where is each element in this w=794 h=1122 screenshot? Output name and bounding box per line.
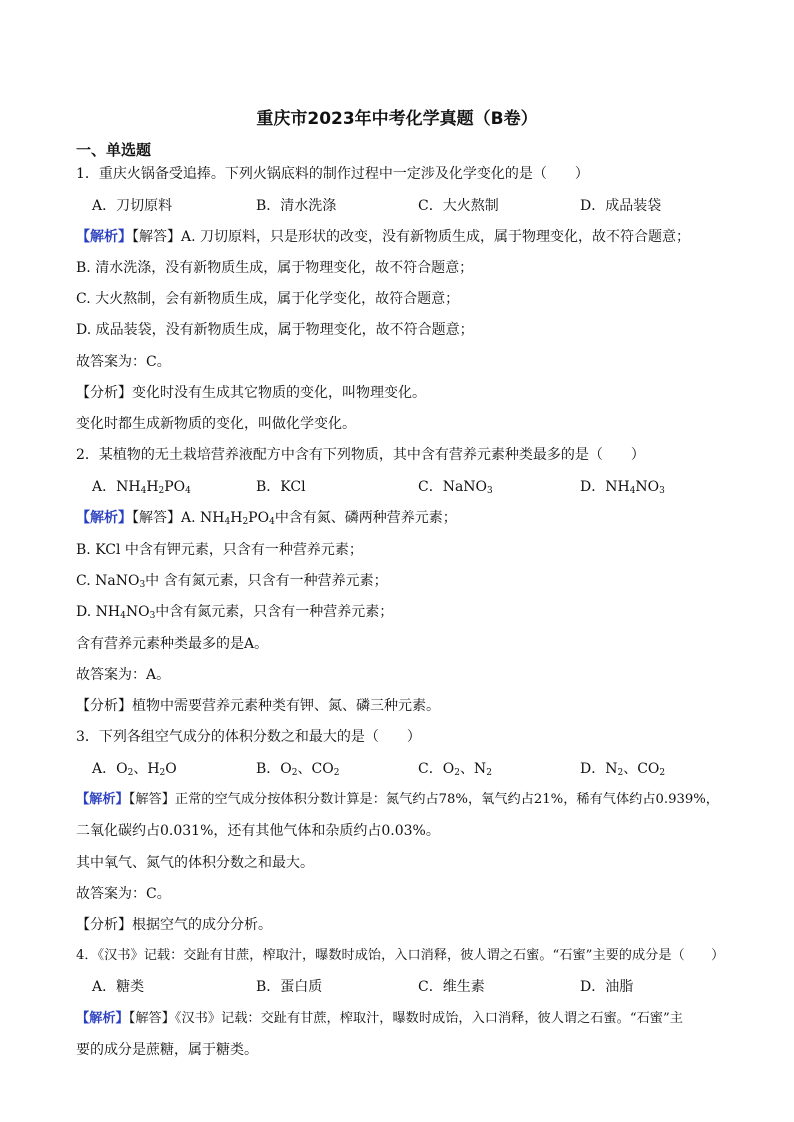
- q1-option-d: D．成品装袋: [580, 198, 662, 214]
- q1-option-b: B．清水洗涤: [256, 198, 337, 214]
- q1-final-answer: 故答案为：C。: [76, 354, 171, 370]
- q4-option-b: B．蛋白质: [256, 979, 323, 995]
- q1-analysis-2: 变化时都生成新物质的变化，叫做化学变化。: [76, 416, 356, 432]
- q2-option-c: C．NaNO$_3$: [418, 479, 493, 496]
- q3-option-a: A．$O_2$、$H_2O$: [92, 761, 177, 778]
- q1-option-c: C．大火熬制: [418, 198, 499, 214]
- question-2-stem: 2．某植物的无土栽培营养液配方中含有下列物质，其中含有营养元素种类最多的是（ ）: [76, 447, 645, 463]
- question-3-stem: 3．下列各组空气成分的体积分数之和最大的是（ ）: [76, 729, 421, 745]
- q1-answer-b: B. 清水洗涤，没有新物质生成，属于物理变化，故不符合题意；: [76, 260, 474, 276]
- analysis-tag: 【解析】: [76, 1011, 129, 1026]
- q3-analysis: 【分析】根据空气的成分分析。: [76, 917, 272, 933]
- analysis-tag: 【解析】: [76, 510, 132, 526]
- q3-final-answer: 故答案为：C。: [76, 886, 171, 902]
- q3-option-d: D．$N_2$、$CO_2$: [580, 761, 666, 778]
- q2-option-a: A．$NH_4H_2PO_4$: [92, 479, 191, 496]
- q4-option-c: C．维生素: [418, 979, 485, 995]
- q1-answer-line: [76, 227, 690, 247]
- question-4-stem: 4．《汉书》记载：交趾有甘蔗，榨取汁，曝数时成饴，入口消释，彼人谓之石蜜。“石蜜”主要的成分是（ ）: [76, 948, 725, 963]
- q2-option-b: B．KCl: [256, 479, 306, 495]
- analysis-tag: 【解析】: [76, 792, 129, 807]
- section-heading: 一、单选题: [76, 141, 152, 159]
- q1-answer-text: 【解答】A. 刀切原料，只是形状的改变，没有新物质生成，属于物理变化，故不符合题意；: [132, 229, 691, 245]
- q1-analysis-1: 【分析】变化时没有生成其它物质的变化，叫物理变化。: [76, 385, 426, 401]
- q2-answer-d: D. $NH_4NO_3$中含有氮元素，只含有一种营养元素；: [76, 604, 394, 621]
- analysis-tag: 【解析】: [76, 229, 132, 245]
- q4-option-a: A．糖类: [92, 979, 145, 995]
- q2-answer-a: 【解析】【解答】A. $NH_4H_2PO_4$中含有氮、磷两种营养元素；: [76, 510, 457, 527]
- q4-option-d: D．油脂: [580, 979, 634, 995]
- q2-analysis: 【分析】植物中需要营养元素种类有钾、氮、磷三种元素。: [76, 698, 440, 714]
- q2-answer-b: B. KCl 中含有钾元素，只含有一种营养元素；: [76, 542, 363, 558]
- question-1-stem: 1．重庆火锅备受追捧。下列火锅底料的制作过程中一定涉及化学变化的是（ ）: [76, 166, 589, 182]
- q2-option-d: D．$NH_4NO_3$: [580, 479, 665, 496]
- document-title: 重庆市2023年中考化学真题（B卷）: [256, 109, 538, 129]
- q2-final-answer: 故答案为：A。: [76, 667, 171, 683]
- q1-answer-c: C. 大火熬制，会有新物质生成，属于化学变化，故符合题意；: [76, 291, 460, 307]
- q3-option-b: B．$O_2$、$CO_2$: [256, 761, 340, 778]
- q2-answer-summary: 含有营养元素种类最多的是A。: [76, 636, 269, 652]
- q3-answer-line: 【解析】【解答】正常的空气成分按体积分数计算是：氮气约占78%，氧气约占21%，稀有气体约占0.939%，: [76, 792, 719, 807]
- q1-answer-d: D. 成品装袋，没有新物质生成，属于物理变化，故不符合题意；: [76, 322, 474, 338]
- q2-answer-c: C. NaNO$_3$中 含有氮元素，只含有一种营养元素；: [76, 573, 388, 590]
- q4-answer-line: 【解析】【解答】《汉书》记载：交趾有甘蔗，榨取汁，曝数时成饴，入口消释，彼人谓之石蜜。“石蜜”主: [76, 1011, 683, 1026]
- q3-option-c: C．$O_2$、$N_2$: [418, 761, 492, 778]
- q4-answer-line-2: 要的成分是蔗糖，属于糖类。: [76, 1042, 258, 1058]
- q3-answer-line-2: 二氧化碳约占0.031%，还有其他气体和杂质约占0.03%。: [76, 823, 440, 839]
- q3-answer-line-3: 其中氧气、氮气的体积分数之和最大。: [76, 855, 314, 871]
- q1-option-a: A．刀切原料: [92, 198, 173, 214]
